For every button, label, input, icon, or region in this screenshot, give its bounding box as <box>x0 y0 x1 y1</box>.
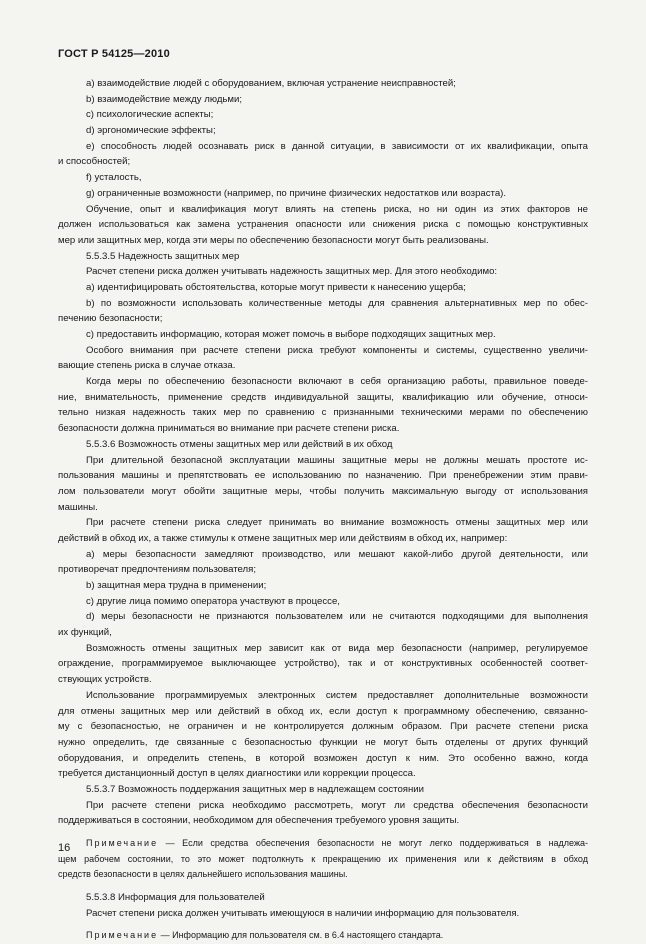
note-block <box>58 836 588 883</box>
text-line: ограждение, программируемое выключающее устройство), так и от конструктивных особенностей соответ- <box>58 658 588 670</box>
spacer <box>58 921 588 928</box>
text-line: вающие степень риска в случае отказа. <box>58 360 236 372</box>
text-line: b) по возможности использовать количественные методы для сравнения альтернативных мер по обес- <box>86 297 588 309</box>
text-line: 5.5.3.6 Возможность отмены защитных мер или действий в их обход <box>86 438 393 450</box>
text-line: средств безопасности в целях дальнейшего использования машины. <box>58 869 348 880</box>
document-body <box>58 76 588 944</box>
text-line: 5.5.3.8 Информация для пользователей <box>86 892 265 904</box>
section-text <box>58 890 588 921</box>
note-label: Примечание <box>86 930 159 941</box>
text-line: оборудования, и определить степень, в которой возможен доступ к ним. Это особенно важно, когда <box>58 752 588 764</box>
text-line: a) меры безопасности замедляют производство, или мешают какой-либо другой деятельности, или <box>86 548 588 560</box>
text-line <box>58 928 588 944</box>
text-line: b) взаимодействие между людьми; <box>86 93 243 105</box>
spacer <box>58 829 588 836</box>
text-line: печению безопасности; <box>58 313 163 325</box>
text-line: При расчете степени риска необходимо рассмотреть, могут ли средства обеспечения безопасности <box>86 799 588 811</box>
text-line: b) защитная мера трудна в применении; <box>86 580 267 591</box>
text-line: Использование программируемых электронных систем предоставляет дополнительные возможности <box>86 689 588 701</box>
text-line: При расчете степени риска следует принимать во внимание возможность отмены защитных мер или <box>86 517 588 529</box>
text-line: поддерживаться в состоянии, необходимом для обеспечения требуемого уровня защиты. <box>58 815 460 827</box>
text-line: Расчет степени риска должен учитывать надежность защитных мер. Для этого необходимо: <box>86 266 498 278</box>
page-number: 16 <box>58 842 71 854</box>
text-line: нужно определить, где связанные с безопасностью функции не могут быть отделены от других функций <box>58 736 588 748</box>
text-line: Обучение, опыт и квалификация могут влиять на степень риска, но ни один из этих факторов не <box>86 203 588 215</box>
text-line: Возможность отмены защитных мер зависит как от вида мер безопасности (например, регулируемое <box>86 642 588 654</box>
text-line: требуется дистанционный доступ в целях диагностики или коррекции процесса. <box>58 768 416 780</box>
text-line: му с безопасностью, не ограничен и не контролируется должным образом. При расчете степени риска <box>58 721 588 733</box>
text-line: их функций, <box>58 627 112 639</box>
text-line: лом пользователи могут обойти защитные меры, чтобы получить максимальную выгоду от использования <box>58 485 588 497</box>
text-line: безопасности должна приниматься во внимание при расчете степени риска. <box>58 423 400 435</box>
text-line <box>58 836 588 852</box>
text-line: a) идентифицировать обстоятельства, которые могут привести к нанесению ущерба; <box>86 281 466 293</box>
text-line: пользования машины и препятствовать ее использованию по назначению. При пренебрежении этим прави- <box>58 470 588 482</box>
text-line: 5.5.3.7 Возможность поддержания защитных мер в надлежащем состоянии <box>86 783 425 795</box>
spacer <box>58 883 588 890</box>
text-line: f) усталость, <box>86 172 142 184</box>
text-line: Расчет степени риска должен учитывать имеющуюся в наличии информацию для пользователя. <box>86 907 520 919</box>
text-line: мер или защитных мер, когда эти меры по обеспечению безопасности могут быть реализованы. <box>58 234 489 246</box>
text-line: ствующих устройств. <box>58 674 152 686</box>
text-line: тельно низкая надежность таких мер по сравнению с признанными техническими мерами по обеспечению <box>58 407 588 419</box>
text-line: g) ограниченные возможности (например, по причине физических недостатков или возраста). <box>86 187 507 199</box>
text-line: и способностей; <box>58 156 131 168</box>
note-text: — Информацию для пользователя см. в 6.4 настоящего стандарта. <box>158 930 444 941</box>
text-line: 5.5.3.5 Надежность защитных мер <box>86 250 240 262</box>
text-line: должен использоваться как замена устранения опасности или снижения риска с помощью конструктивных <box>58 219 588 231</box>
text-line: Особого внимания при расчете степени риска требуют компоненты и системы, существенно увеличи- <box>86 344 588 356</box>
text-line: действий в обход их, а также стимулы к отмене защитных мер или действиям в обход их, например: <box>58 532 508 544</box>
document-header: ГОСТ Р 54125—2010 <box>58 48 170 60</box>
text-line: c) предоставить информацию, которая может помочь в выборе подходящих защитных мер. <box>86 329 496 340</box>
text-line: d) эргономические эффекты; <box>86 125 216 137</box>
text-line: для отмены защитных мер или действий в обход их, если доступ к программному обеспечению, связанно- <box>58 705 588 717</box>
text-line: a) взаимодействие людей с оборудованием, включая устранение неисправностей; <box>86 78 456 89</box>
text-line: противоречат предпочтениям пользователя; <box>58 564 256 576</box>
text-line: c) другие лица помимо оператора участвуют в процессе, <box>86 595 340 607</box>
text-line: c) психологические аспекты; <box>86 109 214 121</box>
text-line: d) меры безопасности не признаются пользователем или не считаются подходящими для выполнения <box>86 611 588 623</box>
text-line: ние, внимательность, применение средств индивидуальной защиты, квалификацию или обучение, относи- <box>58 391 588 403</box>
text-line: щем рабочем состоянии, то это может подтолкнуть к прекращению их применения или к действиям в обход <box>58 853 588 864</box>
text-line: Когда меры по обеспечению безопасности включают в себя организацию работы, правильное поведе- <box>86 376 588 388</box>
note-text: — Если средства обеспечения безопасности не могут легко поддерживаться в надлежа- <box>158 838 588 848</box>
note-block <box>58 928 588 944</box>
text-line: e) способность людей осознавать риск в данной ситуации, в зависимости от их квалификации, опыта <box>86 140 588 152</box>
main-text <box>58 76 588 829</box>
text-line: машины. <box>58 501 98 513</box>
note-label: Примечание <box>86 838 159 848</box>
text-line: При длительной безопасной эксплуатации машины защитные меры не должны мешать простоте ис- <box>86 454 588 466</box>
